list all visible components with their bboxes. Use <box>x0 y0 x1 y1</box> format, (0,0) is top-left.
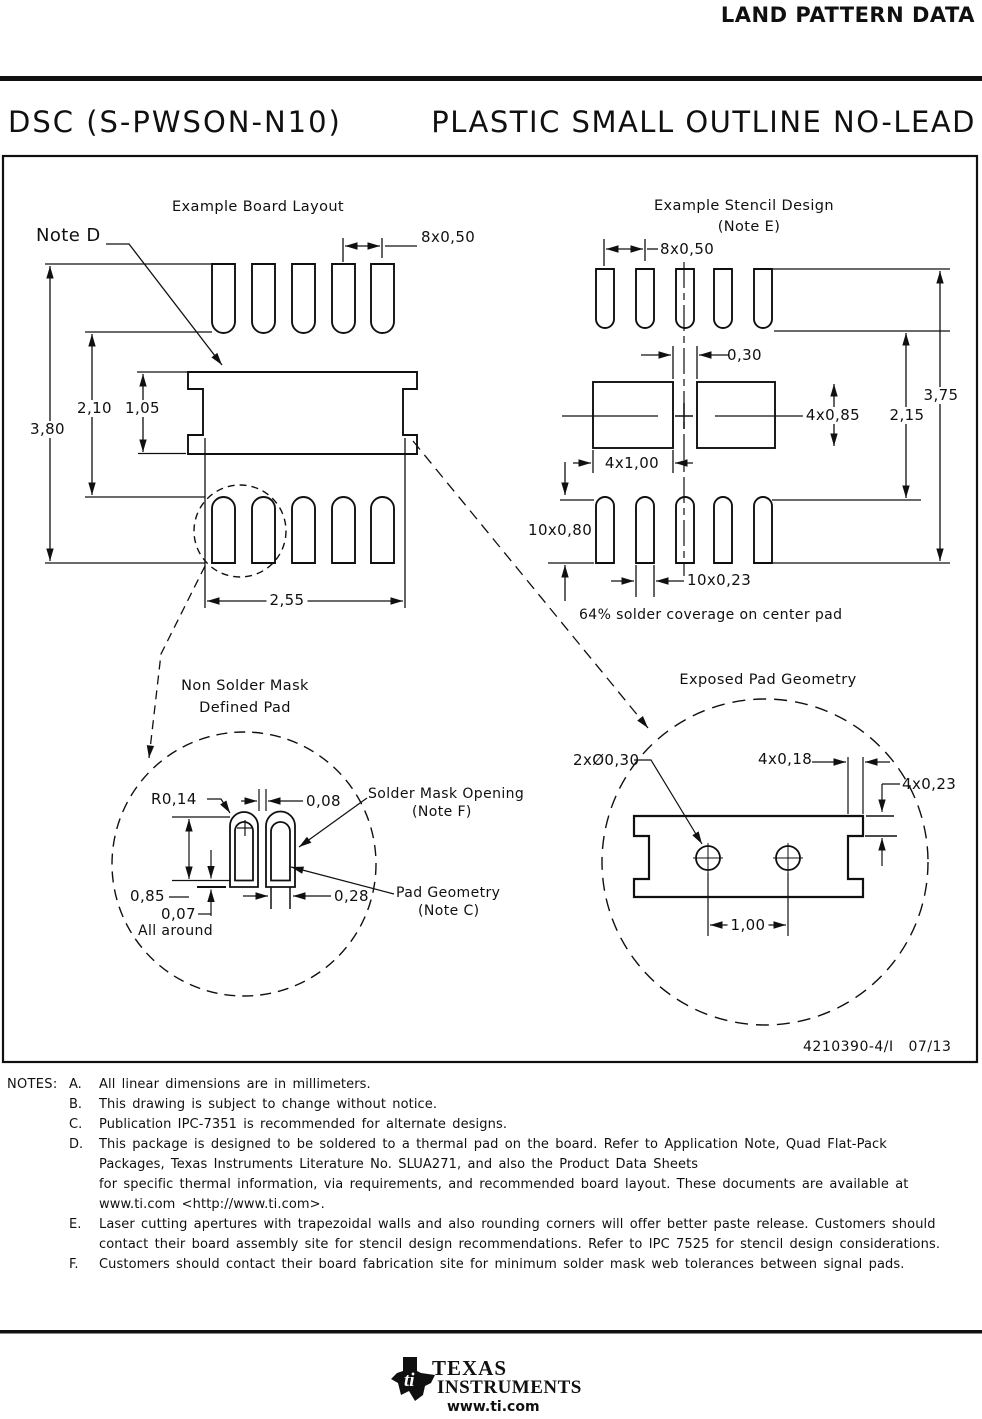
pad-geometry-note: (Note C) <box>418 903 480 919</box>
note-text: Laser cutting apertures with trapezoidal walls and also rounding corners will offer better paste release. Customers should <box>99 1217 936 1232</box>
detail-callout-circle <box>194 485 286 577</box>
drawing-number: 4210390-4/I 07/13 <box>803 1039 952 1055</box>
dim-stencil-pad-length: 10x0,80 <box>525 522 595 539</box>
nsmd-pads <box>230 812 295 910</box>
dim-nsmd-pad-width: 0,28 <box>334 887 369 905</box>
board-layout-title: Example Board Layout <box>171 199 345 215</box>
stencil-aperture-right <box>697 382 775 448</box>
note-d-pointer: Note D <box>36 225 101 246</box>
note-text: for specific thermal information, via requirements, and recommended board layout. These documents are available at <box>99 1177 909 1192</box>
footer-rule <box>0 1330 982 1334</box>
ti-logo-letters: ti <box>404 1370 415 1391</box>
notes-heading: NOTES: <box>7 1077 58 1092</box>
exposed-pad-outline <box>634 816 863 897</box>
dim-stencil-total-height: 3,75 <box>921 387 962 404</box>
dim-stencil-aperture-height: 4x0,85 <box>803 407 863 424</box>
dim-via-pitch: 1,00 <box>728 917 769 934</box>
nsmd-title-line1: Non Solder Mask <box>181 678 309 694</box>
pad-geometry-label: Pad Geometry <box>396 885 501 901</box>
stencil-caption: 64% solder coverage on center pad <box>579 607 843 623</box>
stencil-centerlines <box>562 262 806 576</box>
note-letter: C. <box>69 1117 83 1132</box>
header-rule <box>0 76 982 81</box>
dim-tab-height: 4x0,23 <box>902 775 957 793</box>
dim-nsmd-pad-length: 0,85 <box>130 887 165 905</box>
package-name: PLASTIC SMALL OUTLINE NO-LEAD <box>431 105 976 139</box>
exposed-pad-title: Exposed Pad Geometry <box>679 672 857 688</box>
note-text: contact their board assembly site for stencil design recommendations. Refer to IPC 7525 for stencil design considerations. <box>99 1237 941 1252</box>
nsmd-title-line2: Defined Pad <box>199 700 291 716</box>
footer-company-line1: TEXAS <box>432 1356 508 1380</box>
dim-board-pitch: 8x0,50 <box>421 228 476 246</box>
stencil-title: Example Stencil Design <box>653 198 835 214</box>
solder-mask-opening-label: Solder Mask Opening <box>368 786 525 802</box>
note-d-leader <box>106 244 222 365</box>
package-code: DSC (S-PWSON-N10) <box>8 105 342 139</box>
stencil-aperture-left <box>593 382 673 448</box>
mask-offset-note: All around <box>138 923 214 939</box>
dim-mask-web: 0,08 <box>306 792 341 810</box>
note-text: This package is designed to be soldered to a thermal pad on the board. Refer to Application Note, Quad Flat-Pack <box>99 1137 887 1152</box>
dim-stencil-inner-height: 2,15 <box>887 407 928 424</box>
board-layout-pads <box>188 264 417 563</box>
footer-company-line2: INSTRUMENTS <box>437 1377 582 1398</box>
ti-logo-icon <box>391 1357 435 1401</box>
exposed-detail-circle <box>602 699 928 1025</box>
note-letter: F. <box>69 1257 79 1272</box>
dim-tab-width: 4x0,18 <box>758 750 813 768</box>
document-type-title: LAND PATTERN DATA <box>720 3 975 27</box>
exposed-dimensions <box>634 757 900 936</box>
board-layout-dimensions <box>45 238 417 608</box>
exposed-detail-leader <box>413 441 648 728</box>
dim-stencil-pad-width: 10x0,23 <box>687 571 752 589</box>
dim-board-total-height: 3,80 <box>27 421 68 438</box>
note-letter: E. <box>69 1217 82 1232</box>
note-letter: D. <box>69 1137 84 1152</box>
solder-mask-opening-note: (Note F) <box>412 804 472 820</box>
thermal-pad-outline <box>188 372 417 454</box>
dim-stencil-center-gap: 0,30 <box>727 346 762 364</box>
note-text: www.ti.com <http://www.ti.com>. <box>99 1197 325 1212</box>
note-text: This drawing is subject to change without notice. <box>99 1097 438 1112</box>
nsmd-detail-leader <box>149 566 205 758</box>
note-text: Packages, Texas Instruments Literature No. SLUA271, and also the Product Data Sheets <box>99 1157 699 1172</box>
footer-url-link[interactable]: www.ti.com <box>447 1399 540 1415</box>
dim-board-pad-row-width: 2,55 <box>267 592 308 609</box>
dim-mask-offset: 0,07 <box>161 905 196 923</box>
dim-via-diameter: 2xØ0,30 <box>573 751 640 769</box>
note-text: All linear dimensions are in millimeters. <box>99 1077 371 1092</box>
thermal-vias <box>693 843 803 873</box>
note-letter: B. <box>69 1097 83 1112</box>
note-letter: A. <box>69 1077 82 1092</box>
dim-board-row-span: 2,10 <box>74 400 115 417</box>
note-text: Publication IPC-7351 is recommended for alternate designs. <box>99 1117 508 1132</box>
dim-stencil-aperture-width: 4x1,00 <box>602 455 662 472</box>
note-text: Customers should contact their board fabrication site for minimum solder mask web tolerances between signal pads. <box>99 1257 905 1272</box>
dim-stencil-pitch: 8x0,50 <box>660 240 715 258</box>
nsmd-detail-circle <box>112 732 376 996</box>
dim-board-pad-length: 1,05 <box>122 400 163 417</box>
stencil-subtitle: (Note E) <box>717 219 781 235</box>
dim-pad-corner-radius: R0,14 <box>151 790 197 808</box>
